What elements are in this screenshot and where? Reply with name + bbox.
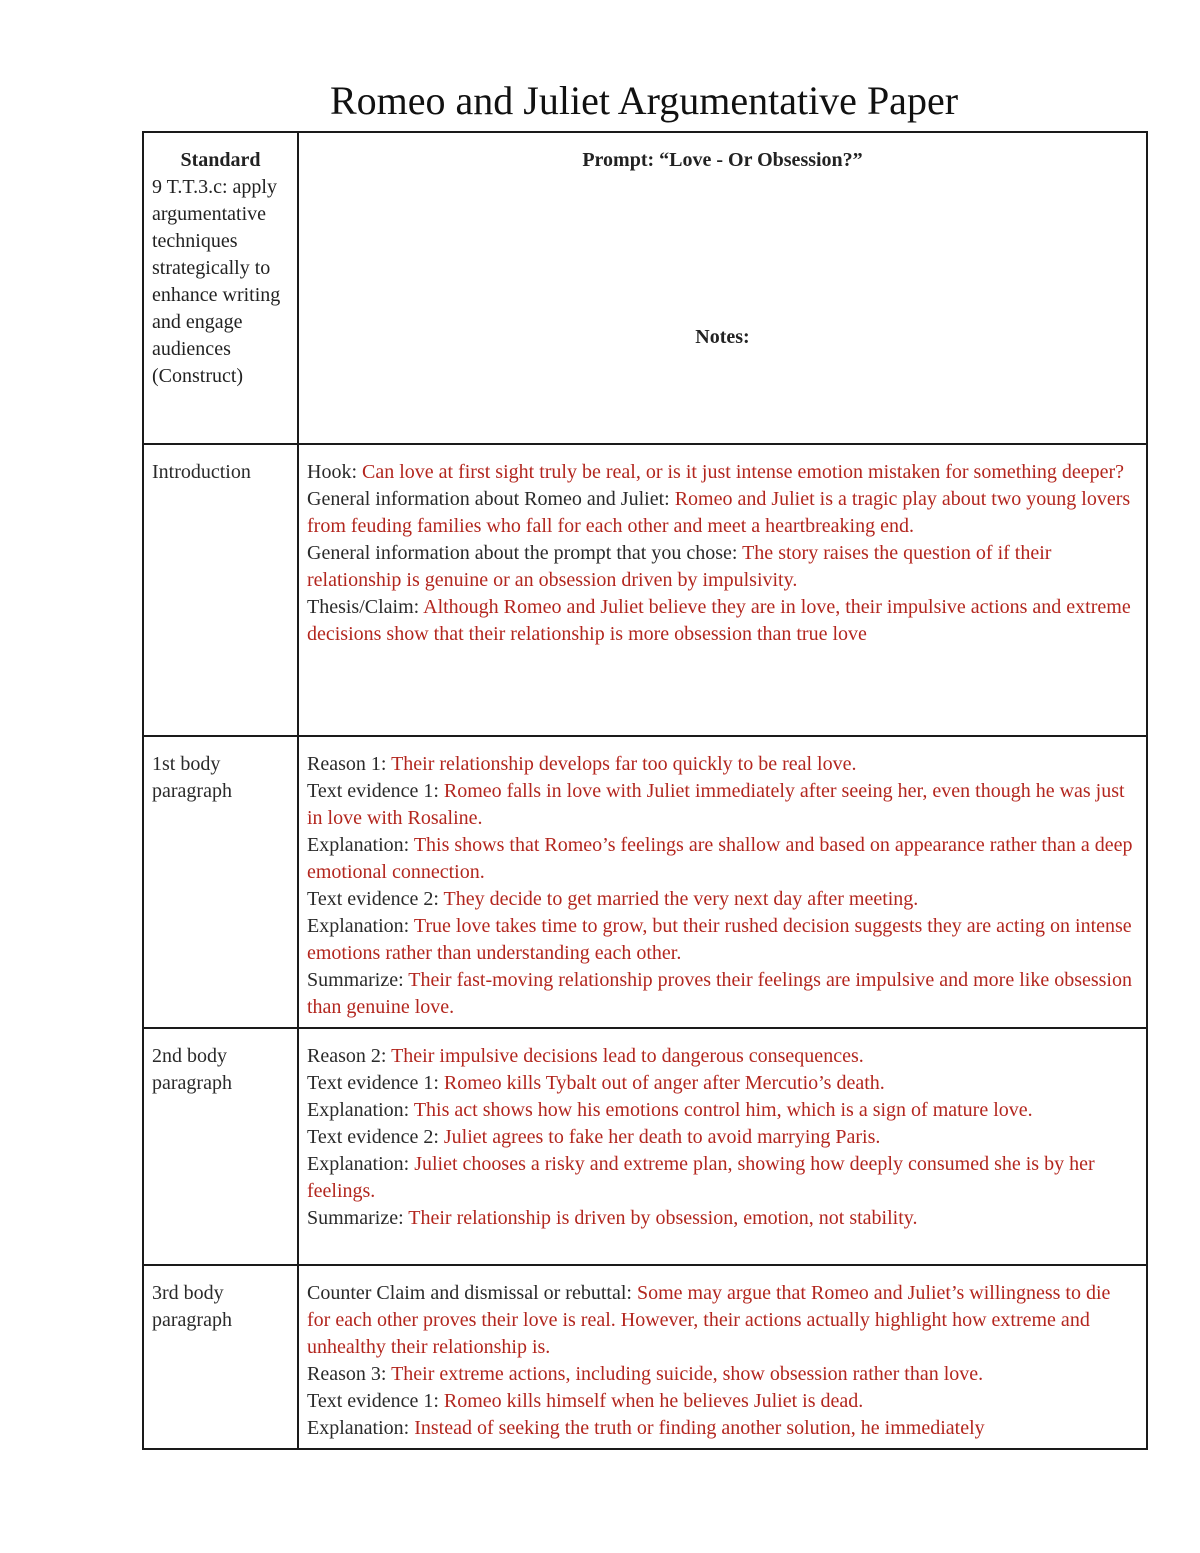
body3-reason-answer: Their extreme actions, including suicide, show obsession rather than love. (391, 1363, 984, 1385)
body3-reason-line (307, 1361, 1138, 1388)
body1-explanation2-answer: True love takes time to grow, but their rushed decision suggests they are acting on intense emotions rather than understanding each other. (307, 915, 1132, 964)
prompt-info-label: General information about the prompt that you chose: (307, 542, 738, 564)
general-info-answer: Romeo and Juliet is a tragic play about two young lovers from feuding families who fall for each other and meet a heartbreaking end. (307, 488, 1131, 537)
body2-evidence1-label: Text evidence 1: (307, 1072, 439, 1094)
standard-text: 9 T.T.3.c: apply argumentative techniques strategically to enhance writing and engage audiences (Construct) (152, 176, 281, 387)
body1-summary-line (307, 967, 1138, 1021)
body1-evidence1-answer: Romeo falls in love with Juliet immediately after seeing her, even though he was just in love with Rosaline. (307, 780, 1125, 829)
body3-content (298, 1265, 1147, 1449)
introduction-row (143, 444, 1147, 736)
body2-evidence1-answer: Romeo kills Tybalt out of anger after Mercutio’s death. (443, 1072, 885, 1094)
introduction-content (298, 444, 1147, 736)
standard-cell (143, 132, 298, 444)
body2-summary-label: Summarize: (307, 1207, 404, 1229)
body2-label: 2nd body paragraph (143, 1028, 298, 1265)
body1-explanation1-label: Explanation: (307, 834, 410, 856)
header-row (143, 132, 1147, 444)
body1-row (143, 736, 1147, 1028)
body3-evidence1-answer: Romeo kills himself when he believes Juliet is dead. (443, 1390, 864, 1412)
body1-evidence2-line (307, 886, 1138, 913)
body3-explanation1-label: Explanation: (307, 1417, 410, 1439)
body3-explanation1-line (307, 1415, 1138, 1442)
body1-reason-line (307, 751, 1138, 778)
body1-evidence2-answer: They decide to get married the very next day after meeting. (443, 888, 919, 910)
hook-label: Hook: (307, 461, 357, 483)
body2-summary-answer: Their relationship is driven by obsession, emotion, not stability. (408, 1207, 918, 1229)
body1-reason-answer: Their relationship develops far too quickly to be real love. (391, 753, 857, 775)
introduction-label: Introduction (143, 444, 298, 736)
body2-reason-answer: Their impulsive decisions lead to dangerous consequences. (391, 1045, 864, 1067)
body3-evidence1-line (307, 1388, 1138, 1415)
body1-summary-label: Summarize: (307, 969, 404, 991)
body1-explanation2-line (307, 913, 1138, 967)
body2-explanation1-answer: This act shows how his emotions control him, which is a sign of mature love. (413, 1099, 1033, 1121)
hook-line (307, 459, 1138, 486)
general-info-line (307, 486, 1138, 540)
notes-label: Notes: (695, 326, 750, 348)
body2-content (298, 1028, 1147, 1265)
body3-counter-answer: Some may argue that Romeo and Juliet’s willingness to die for each other proves their love is real. However, their actions actually highlight how extreme and unhealthy their relationship is. (307, 1282, 1111, 1358)
body1-summary-answer: Their fast-moving relationship proves their feelings are impulsive and more like obsession than genuine love. (307, 969, 1132, 1018)
body1-evidence2-label: Text evidence 2: (307, 888, 439, 910)
body3-counter-label: Counter Claim and dismissal or rebuttal: (307, 1282, 632, 1304)
body2-explanation1-label: Explanation: (307, 1099, 410, 1121)
prompt-info-answer: The story raises the question of if their relationship is genuine or an obsession driven by impulsivity. (307, 542, 1052, 591)
prompt-info-line (307, 540, 1138, 594)
body2-row (143, 1028, 1147, 1265)
body2-evidence2-answer: Juliet agrees to fake her death to avoid marrying Paris. (443, 1126, 881, 1148)
thesis-label: Thesis/Claim: (307, 596, 420, 618)
prompt-cell (298, 132, 1147, 444)
body2-explanation2-answer: Juliet chooses a risky and extreme plan, showing how deeply consumed she is by her feelings. (307, 1153, 1095, 1202)
body3-counter-line (307, 1280, 1138, 1361)
body2-explanation2-line (307, 1151, 1138, 1205)
body2-evidence2-label: Text evidence 2: (307, 1126, 439, 1148)
hook-answer: Can love at first sight truly be real, or is it just intense emotion mistaken for something deeper? (362, 461, 1125, 483)
body3-label: 3rd body paragraph (143, 1265, 298, 1449)
body3-row (143, 1265, 1147, 1449)
body2-reason-label: Reason 2: (307, 1045, 387, 1067)
body3-reason-label: Reason 3: (307, 1363, 387, 1385)
standard-label: Standard (180, 149, 261, 171)
body1-reason-label: Reason 1: (307, 753, 387, 775)
body1-evidence1-line (307, 778, 1138, 832)
thesis-answer: Although Romeo and Juliet believe they are in love, their impulsive actions and extreme decisions show that their relationship is more obsession than true love (307, 596, 1131, 645)
body2-reason-line (307, 1043, 1138, 1070)
general-info-label: General information about Romeo and Juliet: (307, 488, 670, 510)
body2-summary-line (307, 1205, 1138, 1232)
body1-label: 1st body paragraph (143, 736, 298, 1028)
thesis-line (307, 594, 1138, 648)
body2-explanation2-label: Explanation: (307, 1153, 410, 1175)
body2-explanation1-line (307, 1097, 1138, 1124)
body1-explanation1-answer: This shows that Romeo’s feelings are shallow and based on appearance rather than a deep emotional connection. (307, 834, 1133, 883)
prompt-title: Prompt: “Love - Or Obsession?” (582, 149, 863, 171)
body2-evidence1-line (307, 1070, 1138, 1097)
body2-evidence2-line (307, 1124, 1138, 1151)
rubric-table (142, 131, 1148, 1450)
document-title: Romeo and Juliet Argumentative Paper (329, 78, 959, 123)
body1-explanation2-label: Explanation: (307, 915, 410, 937)
body1-evidence1-label: Text evidence 1: (307, 780, 439, 802)
body3-evidence1-label: Text evidence 1: (307, 1390, 439, 1412)
body1-explanation1-line (307, 832, 1138, 886)
body3-explanation1-answer: Instead of seeking the truth or finding another solution, he immediately (414, 1417, 985, 1439)
body1-content (298, 736, 1147, 1028)
